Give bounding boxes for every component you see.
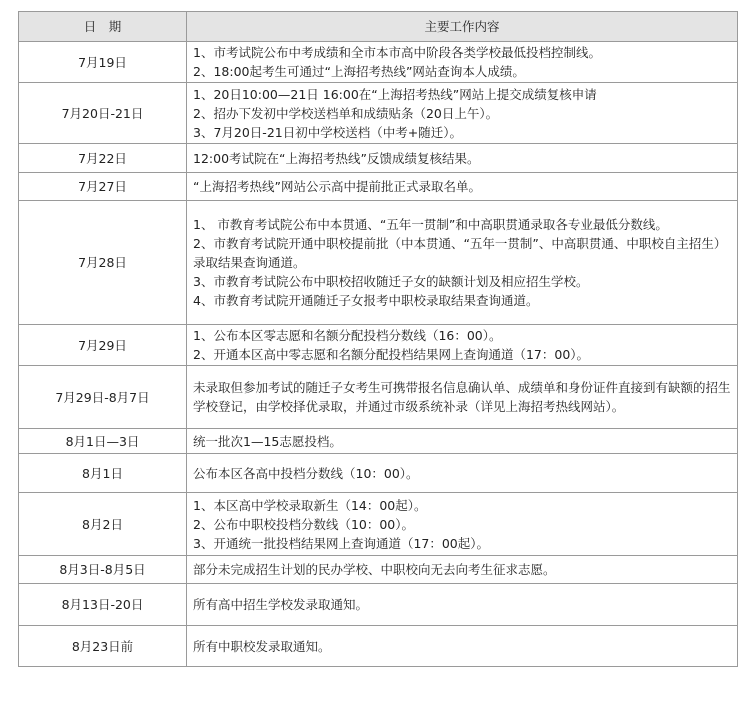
table-row [19, 366, 738, 429]
table-row [19, 325, 738, 366]
content-line: 公布本区各高中投档分数线（10：00）。 [193, 465, 419, 481]
row-content [187, 144, 738, 173]
content-line: 所有中职校发录取通知。 [193, 638, 331, 654]
row-date: 7月22日 [19, 144, 187, 173]
row-date: 8月1日—3日 [19, 429, 187, 454]
admission-schedule-table [18, 11, 738, 667]
content-line: 1、本区高中学校录取新生（14：00起）。 [193, 497, 427, 513]
content-line: 未录取但参加考试的随迁子女考生可携带报名信息确认单、成绩单和身份证件直接到有缺额的招生学校登记，由学校择优录取，并通过市级系统补录（详见上海招考热线网站）。 [193, 380, 731, 414]
content-line: 3、开通统一批投档结果网上查询通道（17：00起）。 [193, 535, 490, 551]
content-line: 4、市教育考试院开通随迁子女报考中职校录取结果查询通道。 [193, 293, 539, 308]
content-line: 部分未完成招生计划的民办学校、中职校向无去向考生征求志愿。 [193, 562, 556, 577]
row-date: 7月19日 [19, 42, 187, 83]
table-header-row [19, 12, 738, 42]
row-content [187, 493, 738, 556]
table-row [19, 626, 738, 667]
content-line: “上海招考热线”网站公示高中提前批正式录取名单。 [193, 179, 481, 194]
content-line: 2、开通本区高中零志愿和名额分配投档结果网上查询通道（17：00）。 [193, 347, 590, 362]
table-row [19, 493, 738, 556]
row-date: 8月1日 [19, 454, 187, 493]
table-row [19, 556, 738, 584]
content-line: 2、18:00起考生可通过“上海招考热线”网站查询本人成绩。 [193, 64, 525, 79]
row-content [187, 626, 738, 667]
content-line: 1、 市教育考试院公布中本贯通、“五年一贯制”和中高职贯通录取各专业最低分数线。 [193, 217, 668, 232]
row-date: 8月13日-20日 [19, 584, 187, 626]
row-content [187, 556, 738, 584]
content-line: 统一批次1—15志愿投档。 [193, 433, 342, 449]
row-date: 7月28日 [19, 201, 187, 325]
row-date: 7月29日-8月7日 [19, 366, 187, 429]
table-row [19, 429, 738, 454]
table-row [19, 454, 738, 493]
row-content [187, 83, 738, 144]
content-line: 3、7月20日-21日初中学校送档（中考+随迁）。 [193, 124, 462, 140]
content-line: 1、市考试院公布中考成绩和全市本市高中阶段各类学校最低投档控制线。 [193, 45, 601, 60]
row-content [187, 429, 738, 454]
content-line: 1、20日10:00—21日 16:00在“上海招考热线”网站上提交成绩复核申请 [193, 86, 597, 102]
header-content: 主要工作内容 [187, 12, 738, 42]
row-content [187, 42, 738, 83]
content-line: 12:00考试院在“上海招考热线”反馈成绩复核结果。 [193, 150, 480, 166]
row-date: 8月2日 [19, 493, 187, 556]
row-content [187, 201, 738, 325]
content-line: 1、公布本区零志愿和名额分配投档分数线（16：00）。 [193, 328, 502, 343]
header-date: 日 期 [19, 12, 187, 42]
content-line: 3、市教育考试院公布中职校招收随迁子女的缺额计划及相应招生学校。 [193, 274, 589, 289]
table-row [19, 144, 738, 173]
row-content [187, 366, 738, 429]
row-content [187, 584, 738, 626]
content-line: 2、公布中职校投档分数线（10：00）。 [193, 516, 415, 532]
schedule-table-wrapper [18, 11, 737, 667]
row-content [187, 173, 738, 201]
table-row [19, 42, 738, 83]
content-line: 所有高中招生学校发录取通知。 [193, 597, 369, 612]
row-content [187, 454, 738, 493]
table-row [19, 584, 738, 626]
row-date: 8月3日-8月5日 [19, 556, 187, 584]
content-line: 2、招办下发初中学校送档单和成绩贴条（20日上午）。 [193, 105, 499, 121]
row-date: 7月29日 [19, 325, 187, 366]
table-row [19, 173, 738, 201]
row-date: 8月23日前 [19, 626, 187, 667]
row-date: 7月27日 [19, 173, 187, 201]
table-row [19, 201, 738, 325]
row-content [187, 325, 738, 366]
row-date: 7月20日-21日 [19, 83, 187, 144]
content-line: 2、市教育考试院开通中职校提前批（中本贯通、“五年一贯制”、中高职贯通、中职校自主招生）录取结果查询通道。 [193, 236, 727, 270]
table-row [19, 83, 738, 144]
